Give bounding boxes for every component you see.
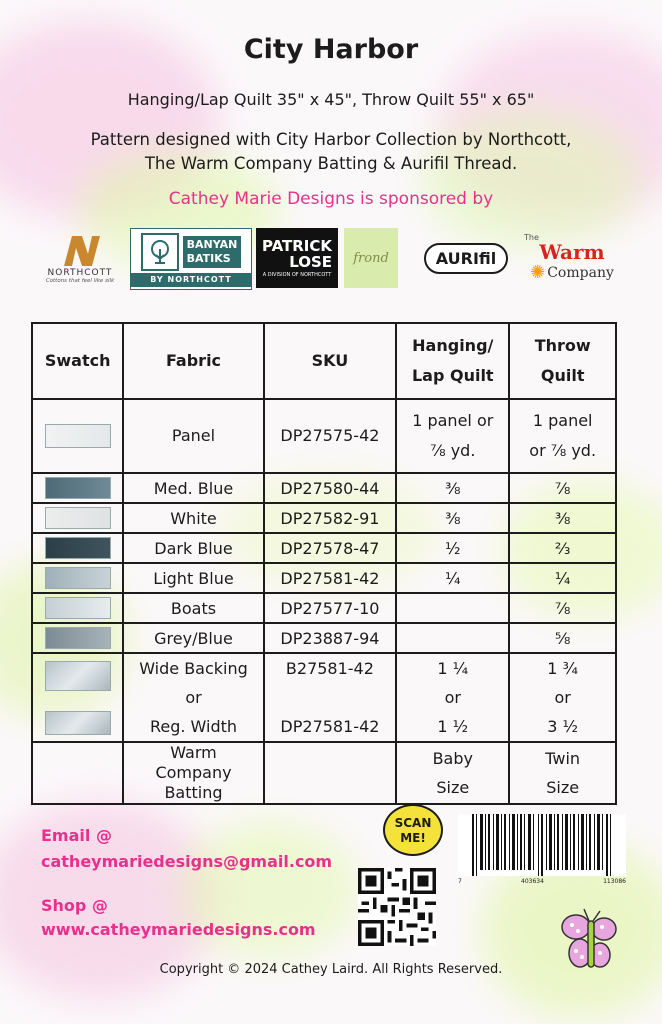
swatch-cell: [32, 503, 123, 533]
throw-line-2: or ⅞ yd.: [529, 441, 597, 460]
qr-code[interactable]: [358, 868, 436, 946]
swatch-boats: [45, 597, 111, 619]
sku-cell: DP27577-10: [264, 593, 397, 623]
northcott-name: NORTHCOTT: [47, 268, 113, 278]
header-swatch: Swatch: [32, 323, 123, 399]
hanging-cell: ⅜: [396, 473, 509, 503]
swatch-cell: [32, 563, 123, 593]
batting-hanging-2: Size: [436, 778, 470, 797]
hanging-line-1: 1 panel or: [412, 411, 494, 430]
sku-cell: DP27582-91: [264, 503, 397, 533]
batting-line-2: Company: [155, 763, 232, 782]
sku-cell: DP27575-42: [264, 399, 397, 473]
backing-hanging-2: or: [444, 688, 461, 707]
table-row: [32, 503, 616, 533]
patrick-lose-logo: [256, 228, 338, 288]
table-row-batting: [32, 742, 616, 804]
sku-cell: [264, 653, 397, 742]
header-sku: SKU: [264, 323, 397, 399]
swatch-wide-backing: [45, 661, 111, 691]
sku-cell: [264, 742, 397, 804]
table-row: [32, 563, 616, 593]
hanging-cell: ⅜: [396, 503, 509, 533]
fabric-cell: [123, 653, 263, 742]
header-throw-line-2: Quilt: [540, 366, 585, 385]
fabric-cell: Grey/Blue: [123, 623, 263, 653]
warm-company-logo: [520, 228, 624, 288]
sku-cell: DP23887-94: [264, 623, 397, 653]
northcott-n-icon: [58, 232, 102, 268]
header-hanging-lap: [396, 323, 509, 399]
northcott-logo: [36, 228, 124, 288]
warm-the: The: [524, 233, 539, 242]
swatch-dark-blue: [45, 537, 111, 559]
barcode-number-left: 7: [458, 878, 462, 885]
throw-cell: ⅜: [509, 503, 616, 533]
header-hanging-line-2: Lap Quilt: [411, 366, 494, 385]
throw-cell: [509, 653, 616, 742]
table-row: [32, 623, 616, 653]
fabric-cell: Boats: [123, 593, 263, 623]
barcode-numbers: [458, 878, 626, 885]
sku-cell: DP27581-42: [264, 563, 397, 593]
backing-sku-2: DP27581-42: [280, 717, 380, 736]
header-throw-line-1: Throw: [534, 336, 591, 355]
swatch-panel: [45, 424, 111, 448]
batting-throw-1: Twin: [545, 749, 581, 768]
fabric-cell: [123, 742, 263, 804]
scan-me-bubble: [383, 804, 443, 856]
swatch-cell: [32, 742, 123, 804]
banyan-by-northcott: BY NORTHCOTT: [131, 273, 251, 287]
backing-line-1: Wide Backing: [139, 659, 248, 678]
swatch-cell: [32, 653, 123, 742]
sponsor-heading: Cathey Marie Designs is sponsored by: [168, 189, 494, 209]
swatch-cell: [32, 533, 123, 563]
hanging-cell: [396, 593, 509, 623]
banyan-line-1: BANYAN: [186, 238, 238, 251]
patrick-line-1: PATRICK: [261, 237, 333, 255]
fabric-cell: White: [123, 503, 263, 533]
barcode: [458, 814, 626, 876]
swatch-cell: [32, 473, 123, 503]
backing-throw-3: 3 ½: [547, 717, 579, 736]
table-row: [32, 473, 616, 503]
swatch-reg-width: [45, 711, 111, 735]
batting-hanging-1: Baby: [432, 749, 473, 768]
throw-cell: [509, 742, 616, 804]
swatch-med-blue: [45, 477, 111, 499]
throw-cell: ⅔: [509, 533, 616, 563]
swatch-white: [45, 507, 111, 529]
scan-line-2: ME!: [400, 831, 426, 845]
backing-throw-1: 1 ¾: [547, 659, 579, 678]
swatch-cell: [32, 623, 123, 653]
description-line-1: Pattern designed with City Harbor Collection by Northcott,: [90, 130, 572, 149]
swatch-cell: [32, 593, 123, 623]
backing-throw-2: or: [554, 688, 571, 707]
description-line-2: The Warm Company Batting & Aurifil Thread.: [144, 154, 518, 173]
throw-line-1: 1 panel: [532, 411, 593, 430]
warm-company-word: Company: [547, 264, 614, 281]
fabric-cell: Light Blue: [123, 563, 263, 593]
backing-hanging-3: 1 ½: [437, 717, 469, 736]
header-throw: [509, 323, 616, 399]
table-row: [32, 593, 616, 623]
throw-cell: ⅝: [509, 623, 616, 653]
hanging-cell: ¼: [396, 563, 509, 593]
swatch-grey-blue: [45, 627, 111, 649]
email-label: Email @: [41, 826, 112, 845]
frond-wordmark: frond: [353, 250, 389, 266]
page-title: City Harbor: [243, 34, 419, 65]
throw-cell: ¼: [509, 563, 616, 593]
hanging-cell: ½: [396, 533, 509, 563]
fabric-cell: Dark Blue: [123, 533, 263, 563]
tree-icon: [141, 233, 179, 271]
batting-line-1: Warm: [170, 743, 217, 762]
patrick-subline: A DIVISION OF NORTHCOTT: [262, 272, 332, 278]
swatch-cell: [32, 399, 123, 473]
throw-cell: ⅞: [509, 473, 616, 503]
header-hanging-line-1: Hanging/: [412, 336, 494, 355]
table-row: [32, 399, 616, 473]
hanging-line-2: ⅞ yd.: [430, 441, 476, 460]
banyan-batiks-logo: [130, 228, 252, 290]
frond-logo: [344, 228, 398, 288]
patrick-lose-wordmark: [262, 238, 332, 270]
banyan-line-2: BATIKS: [186, 252, 231, 265]
scan-line-1: SCAN: [394, 816, 432, 830]
shop-label: Shop @: [41, 896, 108, 915]
sku-cell: DP27580-44: [264, 473, 397, 503]
sku-cell: DP27578-47: [264, 533, 397, 563]
throw-cell: ⅞: [509, 593, 616, 623]
aurifil-wordmark: AURIfil: [424, 243, 509, 274]
aurifil-logo: [416, 228, 516, 288]
pattern-description: [0, 128, 662, 176]
fabric-requirements-table: [31, 322, 617, 805]
hanging-cell: [396, 623, 509, 653]
northcott-tagline: Cottons that feel like silk: [45, 278, 115, 284]
sun-icon: ✺: [530, 262, 546, 283]
hanging-cell: [396, 742, 509, 804]
batting-throw-2: Size: [546, 778, 580, 797]
backing-sku-1: B27581-42: [285, 659, 374, 678]
patrick-line-2: LOSE: [289, 253, 333, 271]
throw-cell: [509, 399, 616, 473]
hanging-cell: [396, 399, 509, 473]
swatch-light-blue: [45, 567, 111, 589]
table-row-backing: [32, 653, 616, 742]
barcode-number-right: 113086: [603, 878, 626, 885]
table-header-row: [32, 323, 616, 399]
barcode-number-mid: 403634: [521, 878, 544, 885]
quilt-sizes: Hanging/Lap Quilt 35" x 45", Throw Quilt 55" x 65": [127, 90, 535, 109]
shop-link[interactable]: www.catheymariedesigns.com: [41, 920, 316, 939]
sponsor-logos: [36, 228, 628, 290]
table-row: [32, 533, 616, 563]
batting-line-3: Batting: [164, 783, 223, 802]
backing-line-3: Reg. Width: [149, 717, 238, 736]
backing-line-2: or: [185, 688, 202, 707]
header-fabric: Fabric: [123, 323, 263, 399]
hanging-cell: [396, 653, 509, 742]
fabric-cell: Panel: [123, 399, 263, 473]
warm-word: Warm: [539, 240, 605, 264]
copyright-notice: Copyright © 2024 Cathey Laird. All Rights Reserved.: [159, 962, 503, 977]
backing-hanging-1: 1 ¼: [437, 659, 469, 678]
fabric-cell: Med. Blue: [123, 473, 263, 503]
email-link[interactable]: catheymariedesigns@gmail.com: [41, 852, 333, 871]
